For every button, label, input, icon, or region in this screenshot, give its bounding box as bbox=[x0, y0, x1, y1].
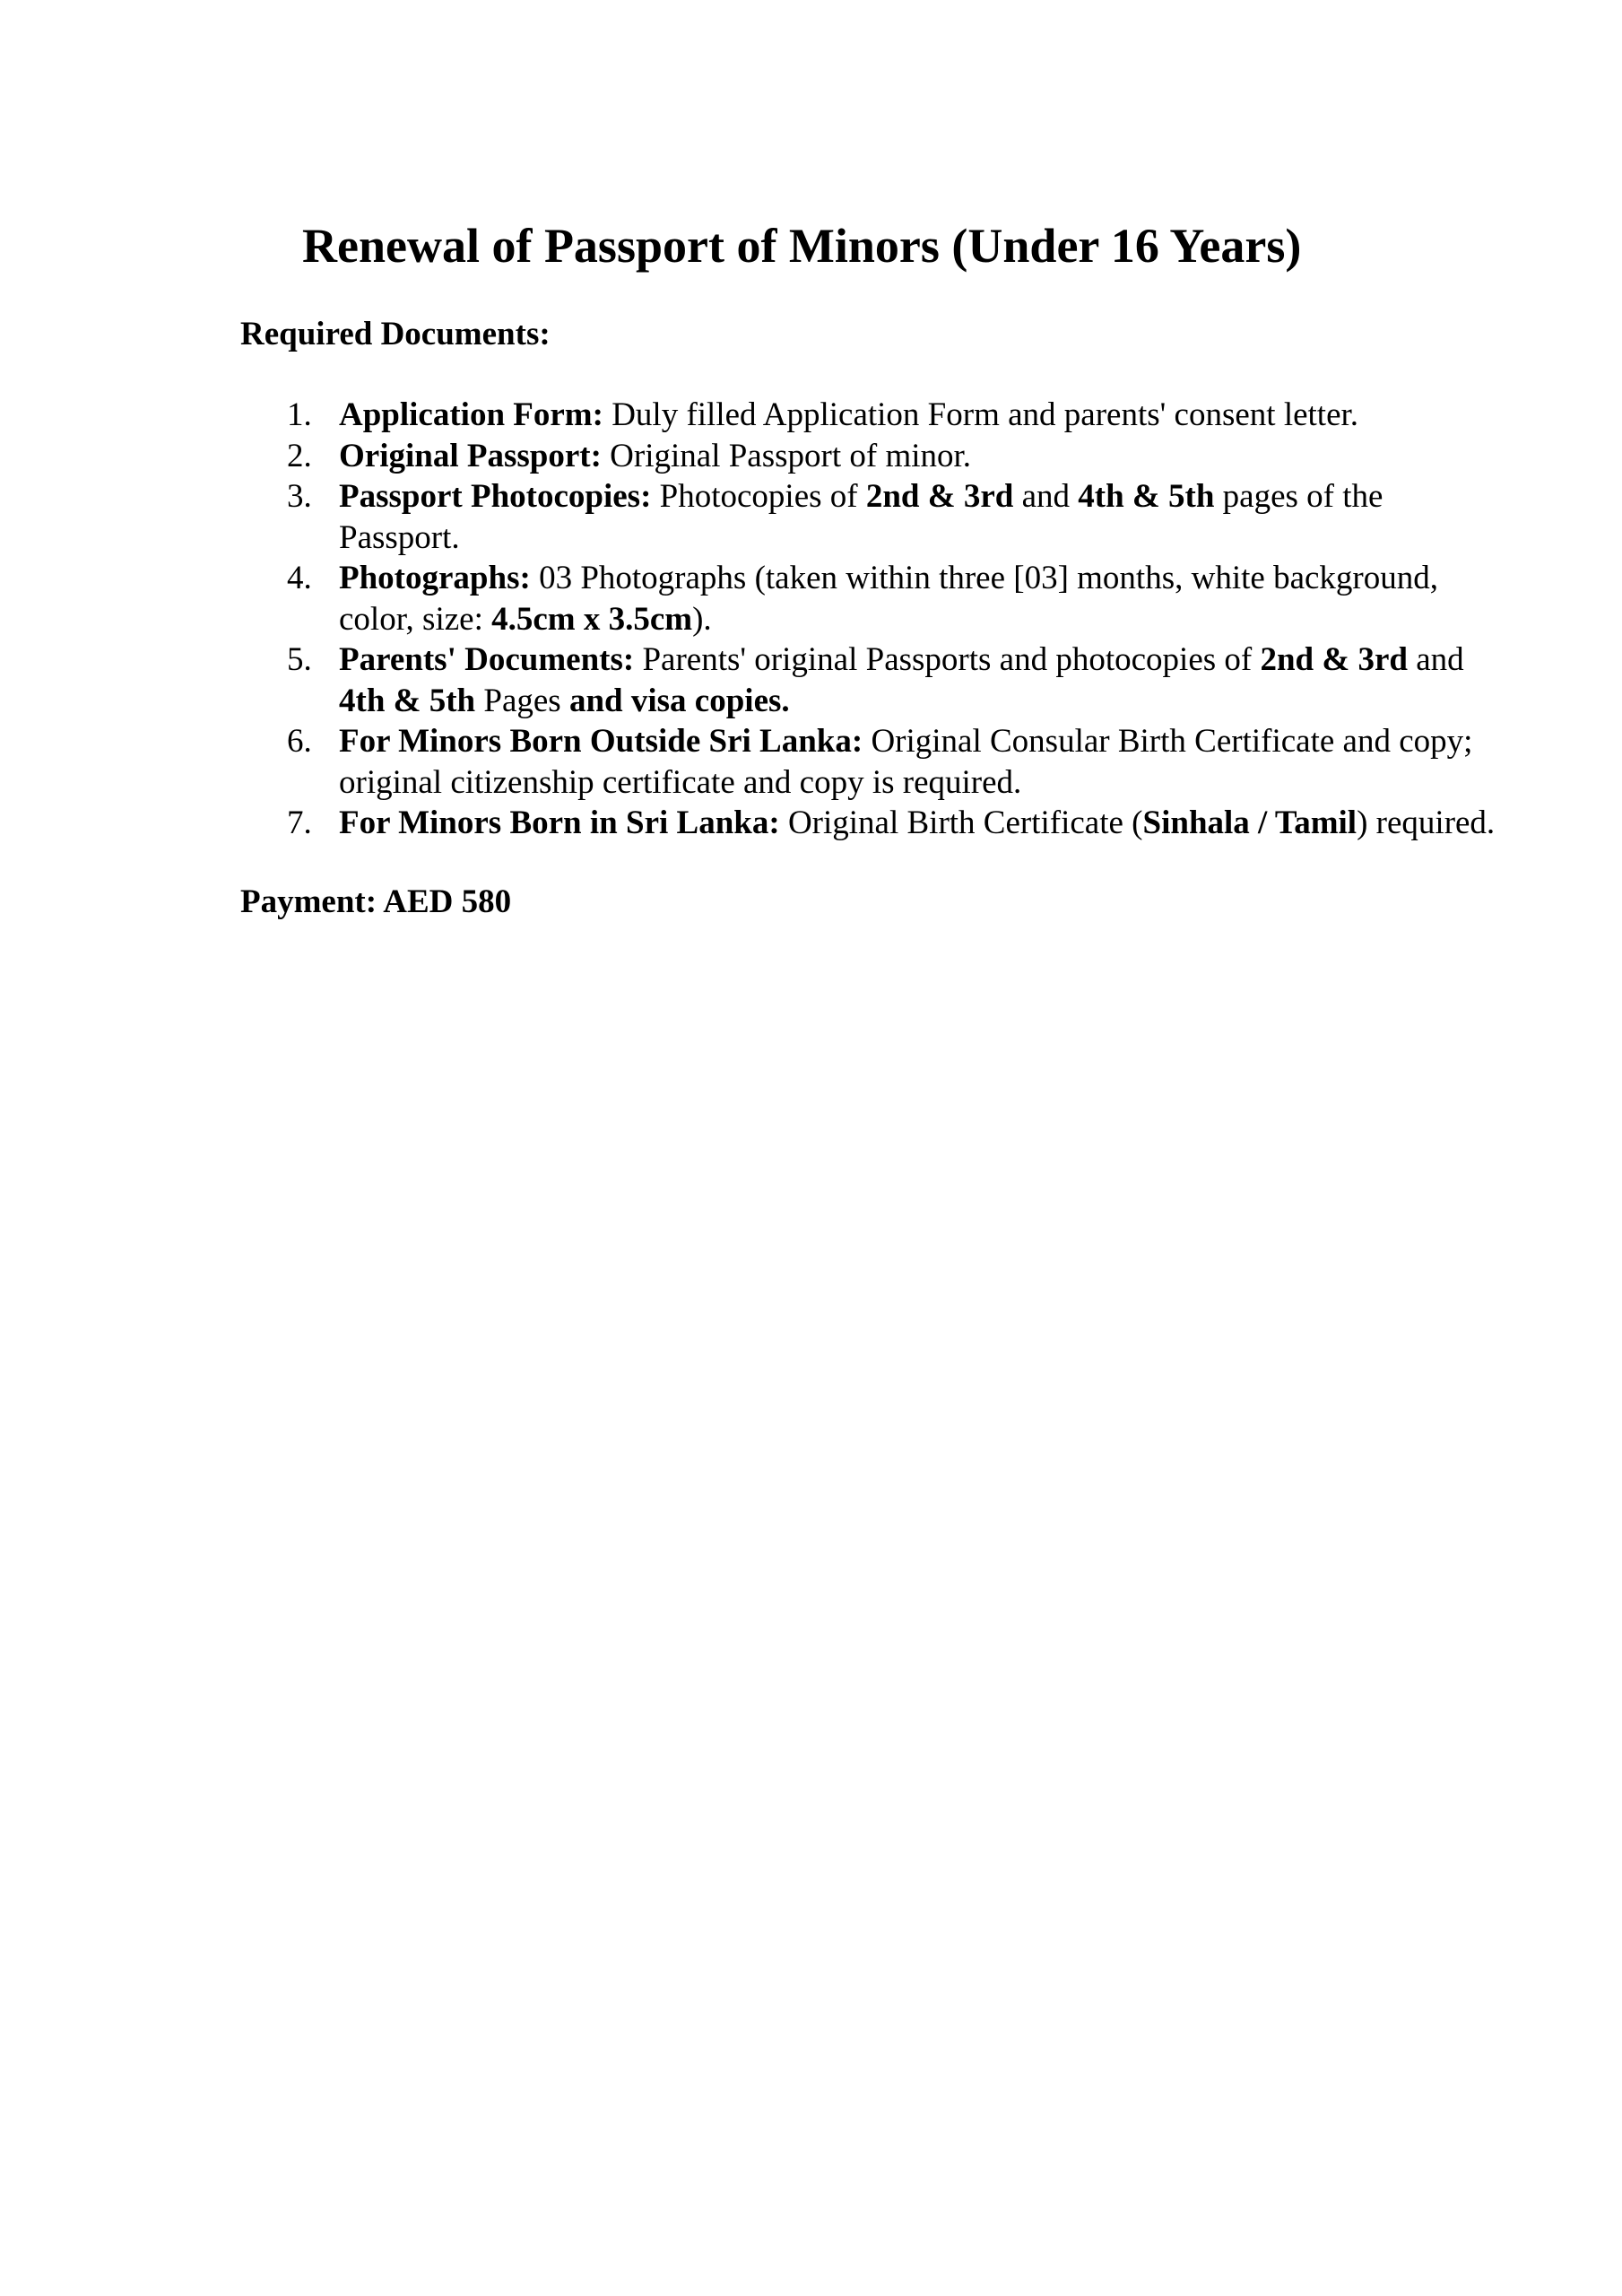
body-text: Original Birth Certificate ( bbox=[779, 804, 1143, 841]
list-item-line bbox=[339, 599, 1622, 640]
body-text: Passport. bbox=[339, 518, 460, 556]
list-item-line bbox=[339, 762, 1622, 804]
list-item-number: 4. bbox=[287, 560, 312, 596]
list-item bbox=[0, 721, 1622, 803]
body-text: and bbox=[1407, 641, 1464, 678]
list-item-line bbox=[339, 803, 1622, 844]
body-text: ) required. bbox=[1357, 804, 1496, 841]
bold-text: For Minors Born in Sri Lanka: bbox=[339, 804, 780, 841]
list-item-number: 1. bbox=[287, 396, 312, 433]
list-item bbox=[0, 803, 1622, 844]
list-item bbox=[0, 395, 1622, 436]
body-text: original citizenship certificate and copy is required. bbox=[339, 763, 1022, 801]
list-item-line bbox=[339, 721, 1622, 762]
payment-amount: Payment: AED 580 bbox=[240, 883, 512, 920]
body-text: Parents' original Passports and photocopies of bbox=[634, 641, 1261, 678]
body-text: ). bbox=[692, 600, 712, 638]
required-documents-list bbox=[0, 395, 1622, 844]
list-item-number: 2. bbox=[287, 437, 312, 474]
list-item-number: 6. bbox=[287, 723, 312, 760]
bold-text: Original Passport: bbox=[339, 437, 602, 474]
list-item-number: 7. bbox=[287, 804, 312, 841]
bold-text: Sinhala / Tamil bbox=[1142, 804, 1357, 841]
list-item bbox=[0, 558, 1622, 639]
bold-text: Passport Photocopies: bbox=[339, 478, 652, 515]
bold-text: Application Form: bbox=[339, 396, 603, 433]
body-text: Duly filled Application Form and parents' consent letter. bbox=[603, 396, 1359, 433]
bold-text: Photographs: bbox=[339, 560, 531, 596]
list-item-line bbox=[339, 436, 1622, 477]
list-item-number: 3. bbox=[287, 478, 312, 515]
list-item-line bbox=[339, 558, 1622, 599]
list-item-line bbox=[339, 476, 1622, 517]
list-item-line bbox=[339, 517, 1622, 559]
bold-text: 4.5cm x 3.5cm bbox=[491, 600, 693, 638]
bold-text: Parents' Documents: bbox=[339, 641, 635, 678]
page-title: Renewal of Passport of Minors (Under 16 Years) bbox=[302, 219, 1302, 273]
body-text: Pages bbox=[475, 682, 569, 719]
bold-text: and visa copies. bbox=[568, 682, 790, 719]
bold-text: 4th & 5th bbox=[1078, 478, 1215, 515]
body-text: Photocopies of bbox=[651, 478, 866, 515]
bold-text: 2nd & 3rd bbox=[1260, 641, 1408, 678]
list-item-line bbox=[339, 639, 1622, 681]
required-documents-heading: Required Documents: bbox=[240, 316, 551, 352]
list-item bbox=[0, 436, 1622, 477]
list-item bbox=[0, 476, 1622, 558]
list-item-line bbox=[339, 395, 1622, 436]
bold-text: For Minors Born Outside Sri Lanka: bbox=[339, 723, 863, 760]
body-text: color, size: bbox=[339, 600, 492, 638]
bold-text: 4th & 5th bbox=[339, 682, 476, 719]
list-item bbox=[0, 639, 1622, 721]
body-text: and bbox=[1013, 478, 1079, 515]
body-text: Original Passport of minor. bbox=[601, 437, 972, 474]
list-item-line bbox=[339, 681, 1622, 722]
list-item-number: 5. bbox=[287, 641, 312, 678]
body-text: pages of the bbox=[1214, 478, 1383, 515]
body-text: Original Consular Birth Certificate and copy; bbox=[863, 723, 1473, 760]
bold-text: 2nd & 3rd bbox=[865, 478, 1014, 515]
body-text: 03 Photographs (taken within three [03] months, white background, bbox=[530, 560, 1438, 596]
